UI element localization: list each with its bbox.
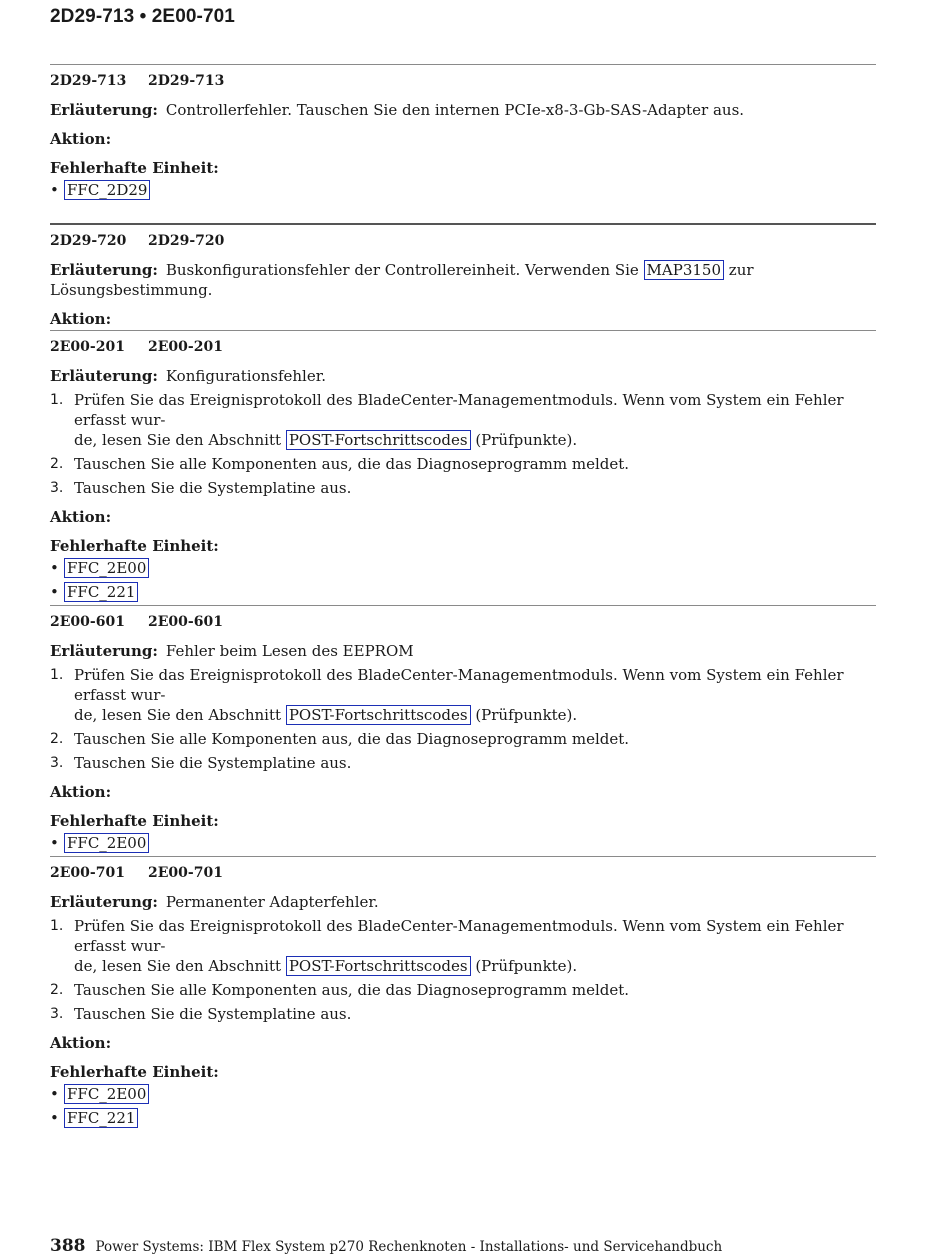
divider [50, 605, 876, 606]
list-item [50, 1084, 876, 1104]
step-text-cont: de, lesen Sie den Abschnitt [74, 431, 282, 449]
post-codes-link[interactable]: POST-Fortschrittscodes [286, 956, 471, 976]
ffc-link[interactable]: FFC_2E00 [64, 833, 149, 853]
bullet-icon: • [50, 559, 59, 577]
faulty-unit-label: Fehlerhafte Einheit: [50, 812, 219, 830]
explanation-text-after: zur Lösungsbestimmung. [50, 261, 754, 299]
action-label: Aktion: [50, 508, 112, 526]
step-number: 2. [50, 456, 64, 472]
divider [50, 64, 876, 65]
map-link[interactable]: MAP3150 [644, 260, 724, 280]
step-text-cont: de, lesen Sie den Abschnitt [74, 957, 282, 975]
step-list [50, 390, 876, 498]
page-number: 388 [50, 1236, 86, 1256]
step-number: 1. [50, 392, 64, 408]
bullet-icon: • [50, 1085, 59, 1103]
step-list [50, 665, 876, 773]
ffc-link[interactable]: FFC_2E00 [64, 558, 149, 578]
error-code: 2E00-701 [50, 865, 125, 881]
step-item [50, 454, 876, 474]
explanation-text: Controllerfehler. Tauschen Sie den internen PCIe-x8-3-Gb-SAS-Adapter aus. [165, 101, 745, 119]
error-code: 2E00-201 [50, 339, 125, 355]
explanation-label: Erläuterung: [50, 367, 158, 385]
bullet-icon: • [50, 834, 59, 852]
step-item [50, 478, 876, 498]
divider [50, 330, 876, 331]
explanation [50, 260, 876, 300]
step-text-after: (Prüfpunkte). [475, 706, 578, 724]
error-entry-2e00-601 [50, 605, 876, 857]
error-entry-2d29-720 [50, 223, 876, 329]
step-text: Prüfen Sie das Ereignisprotokoll des BladeCenter-Managementmoduls. Wenn vom System ein Fehler erfasst wur- [74, 666, 844, 704]
step-number: 1. [50, 918, 64, 934]
error-entry-2e00-201 [50, 330, 876, 606]
faulty-unit-label: Fehlerhafte Einheit: [50, 159, 219, 177]
list-item [50, 582, 876, 602]
divider [50, 223, 876, 225]
faulty-unit-label: Fehlerhafte Einheit: [50, 537, 219, 555]
step-text: Prüfen Sie das Ereignisprotokoll des BladeCenter-Managementmoduls. Wenn vom System ein Fehler erfasst wur- [74, 917, 844, 955]
explanation-text: Fehler beim Lesen des EEPROM [165, 642, 414, 660]
page-header-title: 2D29-713 • 2E00-701 [50, 6, 235, 27]
post-codes-link[interactable]: POST-Fortschrittscodes [286, 430, 471, 450]
step-text: Tauschen Sie alle Komponenten aus, die das Diagnoseprogramm meldet. [74, 730, 630, 748]
faulty-unit-list [50, 1084, 876, 1128]
step-item [50, 729, 876, 749]
step-number: 3. [50, 1006, 64, 1022]
explanation-text: Permanenter Adapterfehler. [165, 893, 379, 911]
explanation [50, 641, 876, 661]
action-label: Aktion: [50, 783, 112, 801]
step-text: Tauschen Sie alle Komponenten aus, die das Diagnoseprogramm meldet. [74, 981, 630, 999]
step-item [50, 916, 876, 976]
error-code-secondary: 2E00-601 [148, 614, 223, 630]
ffc-link[interactable]: FFC_221 [64, 1108, 138, 1128]
action-label: Aktion: [50, 130, 112, 148]
step-text-cont: de, lesen Sie den Abschnitt [74, 706, 282, 724]
explanation-text: Buskonfigurationsfehler der Controllereinheit. Verwenden Sie [165, 261, 639, 279]
error-code: 2D29-713 [50, 73, 127, 89]
list-item [50, 558, 876, 578]
error-entry-2e00-701 [50, 856, 876, 1132]
faulty-unit-list [50, 833, 876, 853]
bullet-icon: • [50, 583, 59, 601]
explanation-label: Erläuterung: [50, 893, 158, 911]
faulty-unit-label: Fehlerhafte Einheit: [50, 1063, 219, 1081]
step-number: 1. [50, 667, 64, 683]
action-label: Aktion: [50, 310, 112, 328]
step-text-after: (Prüfpunkte). [475, 957, 578, 975]
explanation-text: Konfigurationsfehler. [165, 367, 327, 385]
error-code-secondary: 2D29-713 [148, 73, 225, 89]
faulty-unit-list [50, 558, 876, 602]
step-item [50, 753, 876, 773]
page-footer [50, 1236, 722, 1256]
step-number: 2. [50, 731, 64, 747]
explanation [50, 100, 876, 120]
step-item [50, 1004, 876, 1024]
error-code: 2E00-601 [50, 614, 125, 630]
post-codes-link[interactable]: POST-Fortschrittscodes [286, 705, 471, 725]
action-label: Aktion: [50, 1034, 112, 1052]
bullet-icon: • [50, 1109, 59, 1127]
step-number: 3. [50, 480, 64, 496]
step-list [50, 916, 876, 1024]
explanation [50, 366, 876, 386]
ffc-link[interactable]: FFC_221 [64, 582, 138, 602]
error-entry-2d29-713 [50, 64, 876, 204]
book-title: Power Systems: IBM Flex System p270 Rechenknoten - Installations- und Servicehandbuch [95, 1239, 723, 1255]
list-item [50, 180, 876, 200]
step-item [50, 390, 876, 450]
ffc-link[interactable]: FFC_2D29 [64, 180, 150, 200]
step-text: Tauschen Sie die Systemplatine aus. [74, 754, 352, 772]
explanation-label: Erläuterung: [50, 642, 158, 660]
list-item [50, 833, 876, 853]
step-text: Tauschen Sie die Systemplatine aus. [74, 479, 352, 497]
error-code-heading [50, 231, 876, 251]
step-number: 2. [50, 982, 64, 998]
error-code-secondary: 2D29-720 [148, 233, 225, 249]
step-text: Tauschen Sie alle Komponenten aus, die das Diagnoseprogramm meldet. [74, 455, 630, 473]
step-text: Prüfen Sie das Ereignisprotokoll des BladeCenter-Managementmoduls. Wenn vom System ein Fehler erfasst wur- [74, 391, 844, 429]
error-code: 2D29-720 [50, 233, 127, 249]
step-text-after: (Prüfpunkte). [475, 431, 578, 449]
step-number: 3. [50, 755, 64, 771]
error-code-secondary: 2E00-701 [148, 865, 223, 881]
error-code-heading [50, 337, 876, 357]
step-item [50, 665, 876, 725]
error-code-secondary: 2E00-201 [148, 339, 223, 355]
ffc-link[interactable]: FFC_2E00 [64, 1084, 149, 1104]
error-code-heading [50, 71, 876, 91]
error-code-heading [50, 612, 876, 632]
error-code-heading [50, 863, 876, 883]
step-text: Tauschen Sie die Systemplatine aus. [74, 1005, 352, 1023]
divider [50, 856, 876, 857]
explanation-label: Erläuterung: [50, 261, 158, 279]
explanation-label: Erläuterung: [50, 101, 158, 119]
bullet-icon: • [50, 181, 59, 199]
step-item [50, 980, 876, 1000]
list-item [50, 1108, 876, 1128]
faulty-unit-list [50, 180, 876, 200]
explanation [50, 892, 876, 912]
